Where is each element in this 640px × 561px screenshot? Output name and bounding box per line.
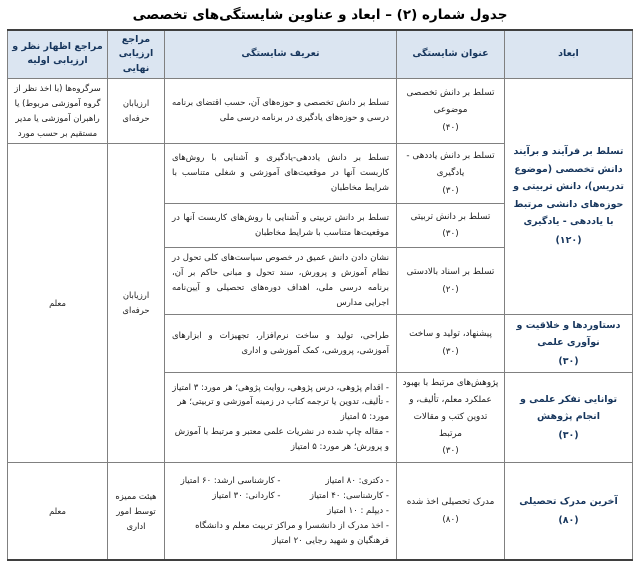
dimension-score: (۳۰) — [558, 429, 579, 441]
competency-score: (۲۰) — [442, 284, 459, 295]
competency-definition-cell — [165, 314, 397, 373]
competency-title: پیشنهاد، تولید و ساخت — [409, 329, 492, 340]
competency-title: تسلط بر دانش یاددهی - یادگیری — [406, 151, 495, 178]
definition-item: - کارشناسی ارشد: ۶۰ امتیاز — [180, 476, 281, 487]
dimension-cell — [505, 314, 633, 373]
competency-title: تسلط بر دانش تخصصی موضوعی — [406, 88, 495, 116]
competency-score: (۴۰) — [442, 122, 459, 133]
definition-line: - دیپلم : ۱۰ امتیاز — [327, 505, 389, 516]
competency-definition-cell — [165, 204, 397, 248]
definition-line: - اخذ مدرک از دانشسرا و مراکز تربیت معلم و دانشگاه فرهنگیان و شهید رجایی ۲۰ امتیاز — [195, 520, 389, 546]
definition-line: - مقاله چاپ شده در نشریات علمی معتبر و مرتبط با آموزش و پرورش؛ هر مورد: ۵ امتیاز — [174, 427, 389, 452]
table-header-row — [8, 30, 633, 78]
competency-title-cell — [397, 248, 505, 315]
header-competency-definition: تعریف شایستگی — [165, 30, 397, 78]
competency-score: (۸۰) — [442, 514, 459, 525]
competency-title: تسلط بر اسناد بالادستی — [406, 266, 495, 277]
header-competency-title: عنوان شایستگی — [397, 30, 505, 78]
competency-score: (۳۰) — [442, 185, 459, 196]
dimension-title: دستاوردها و خلاقیت و نوآوری علمی — [516, 319, 621, 349]
competency-score: (۳۰) — [442, 229, 459, 240]
dimension-score: (۱۲۰) — [555, 234, 582, 246]
dimension-score: (۳۰) — [558, 355, 579, 367]
dimension-cell — [505, 78, 633, 314]
definition-line — [172, 474, 389, 489]
competency-title-cell — [397, 144, 505, 204]
definition-text: تسلط بر دانش تربیتی و آشنایی با روش‌های کاربست آنها در موقعیت‌ها متناسب با شرایط مخاطبان — [172, 212, 389, 238]
competency-definition-cell — [165, 144, 397, 204]
dimension-title: تسلط بر فرآیند و برآیند دانش تخصصی (موضوع تدریس)، دانش تربیتی و حوزه‌های دانشی مرتبط با یاددهی - یادگیری — [513, 146, 624, 228]
table-row — [8, 78, 633, 144]
competency-table — [7, 29, 633, 561]
definition-text: نشان دادن دانش عمیق در خصوص سیاست‌های کلی تحول در نظام آموزش و پرورش، سند تحول و مبانی حاکم بر آن، برنامه درسی ملی، اهداف دوره‌های تحصیلی و آیین‌نامه اجرایی مدارس — [172, 253, 389, 308]
competency-title-cell — [397, 78, 505, 144]
competency-score: (۳۰) — [442, 446, 459, 457]
competency-title: پژوهش‌های مرتبط با بهبود عملکرد معلم، تألیف، و تدوین کتب و مقالات مرتبط — [402, 378, 499, 439]
competency-title: مدرک تحصیلی اخذ شده — [406, 497, 495, 507]
dimension-cell — [505, 373, 633, 463]
definition-line: - تألیف، تدوین یا ترجمه کتاب در زمینه آموزشی و تربیتی؛ هر مورد: ۵ امتیاز — [177, 397, 389, 423]
competency-definition-cell — [165, 248, 397, 315]
dimension-title: آخرین مدرک تحصیلی — [519, 496, 618, 508]
header-final-evaluation: مراجع ارزیابی نهایی — [108, 30, 165, 78]
page-title: جدول شماره (۲) – ابعاد و عناوین شایستگی‌های تخصصی — [132, 7, 508, 23]
definition-text: تسلط بر دانش یاددهی-یادگیری و آشنایی با روش‌های کاربست آنها در موقعیت‌های آموزشی و شغلی متناسب با شرایط مخاطبان — [172, 153, 389, 194]
competency-title-cell — [397, 204, 505, 248]
competency-definition-cell — [165, 462, 397, 560]
definition-line: - اقدام پژوهی، درس پژوهی، روایت پژوهی؛ هر مورد: ۳ امتیاز — [172, 382, 389, 393]
table-row — [8, 462, 633, 560]
definition-item: - دکتری: ۸۰ امتیاز — [325, 476, 389, 487]
competency-score: (۳۰) — [442, 347, 459, 358]
competency-title-cell — [397, 462, 505, 560]
definition-text: تسلط بر دانش تخصصی و حوزه‌های آن، حسب اقتضای برنامه درسی و حوزه‌های یادگیری در برنامه درسی ملی — [172, 98, 389, 123]
definition-item: - کارشناسی: ۴۰ امتیاز — [309, 490, 389, 501]
competency-title-cell — [397, 314, 505, 373]
competency-definition-cell — [165, 373, 397, 463]
header-initial-evaluation: مراجع اظهار نظر و ارزیابی اولیه — [8, 30, 108, 78]
competency-definition-cell — [165, 78, 397, 144]
header-dimensions: ابعاد — [505, 30, 633, 78]
table-body — [8, 78, 633, 560]
definition-text: طراحی، تولید و ساخت نرم‌افزار، تجهیزات و ابزارهای آموزشی، پرورشی، کمک آموزشی و اداری — [172, 330, 389, 356]
initial-evaluator-cell: معلم — [8, 144, 108, 463]
competency-title: تسلط بر دانش تربیتی — [410, 211, 491, 222]
competency-title-cell — [397, 373, 505, 463]
definition-item: - کاردانی: ۳۰ امتیاز — [212, 490, 281, 501]
final-evaluator-cell: هیئت ممیزه توسط امور اداری — [108, 462, 165, 560]
initial-evaluator-cell: سرگروه‌ها (با اخذ نظر از گروه آموزشی مربوط) یا راهبران آموزشی یا مدیر مستقیم بر حسب مورد — [8, 78, 108, 144]
dimension-cell — [505, 462, 633, 560]
final-evaluator-cell: ارزیابان حرفه‌ای — [108, 78, 165, 144]
dimension-title: توانایی تفکر علمی و انجام پژوهش — [519, 393, 618, 423]
dimension-score: (۸۰) — [558, 514, 579, 526]
final-evaluator-cell: ارزیابان حرفه‌ای — [108, 144, 165, 463]
initial-evaluator-cell: معلم — [8, 462, 108, 560]
definition-line — [172, 489, 389, 504]
